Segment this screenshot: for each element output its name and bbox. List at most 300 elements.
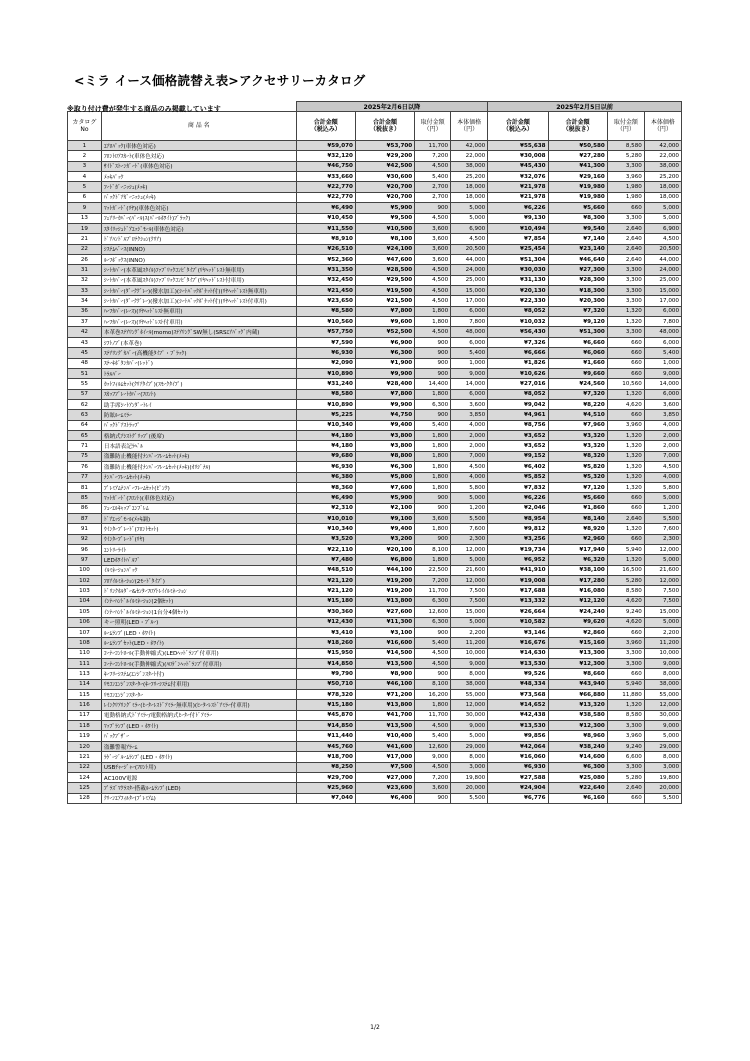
col-header-total-incl-old: 合計金額 （税込み） xyxy=(488,112,548,141)
catalog-no-cell: 108 xyxy=(68,638,102,648)
new-install-price-cell: 9,000 xyxy=(415,752,451,762)
old-total-excl-cell: ¥6,060 xyxy=(548,348,607,358)
table-row xyxy=(68,223,682,233)
new-total-excl-cell: ¥3,100 xyxy=(355,627,414,637)
table-row xyxy=(68,534,682,544)
product-name-cell: ｳｲﾝﾀｰﾌﾞﾚｰﾄﾞ(ﾌﾛﾝﾄｾｯﾄ) xyxy=(101,524,296,534)
product-name-cell: ｶｯﾄﾌｨﾙﾑｾｯﾄ(ｸﾘｱﾀｲﾌﾟ)(ｽﾓｰｸﾀｲﾌﾟ) xyxy=(101,379,296,389)
old-total-excl-cell: ¥8,320 xyxy=(548,451,607,461)
new-install-price-cell: 8,100 xyxy=(415,545,451,555)
old-install-price-cell: 3,300 xyxy=(607,327,644,337)
old-body-price-cell: 5,000 xyxy=(644,555,681,565)
new-total-excl-cell: ¥13,500 xyxy=(355,721,414,731)
product-name-cell: ｲﾝﾅｰﾊﾝﾄﾞﾙｲﾙﾐﾈｰｼｮﾝ(1台分4個ｾｯﾄ) xyxy=(101,607,296,617)
new-total-excl-cell: ¥9,100 xyxy=(355,513,414,523)
old-total-incl-cell: ¥10,626 xyxy=(488,368,548,378)
catalog-no-cell: 85 xyxy=(68,493,102,503)
table-row xyxy=(68,607,682,617)
product-name-cell: 本革巻ｽﾃｱﾘﾝｸﾞﾎｲｰﾙ(momo)ｽﾃｱﾘﾝｸﾞSW無し(SRSｴｱﾊﾞｯｸﾞ内蔵) xyxy=(101,327,296,337)
table-row xyxy=(68,710,682,720)
old-install-price-cell: 3,300 xyxy=(607,286,644,296)
old-body-price-cell: 2,000 xyxy=(644,431,681,441)
old-total-excl-cell: ¥6,320 xyxy=(548,555,607,565)
catalog-no-cell: 87 xyxy=(68,513,102,523)
old-body-price-cell: 24,000 xyxy=(644,265,681,275)
new-total-excl-cell: ¥47,600 xyxy=(355,254,414,264)
product-name-cell: ﾄﾗﾙﾊﾞｰ xyxy=(101,368,296,378)
old-install-price-cell: 660 xyxy=(607,669,644,679)
new-install-price-cell: 900 xyxy=(415,493,451,503)
new-body-price-cell: 9,000 xyxy=(451,658,488,668)
new-total-excl-cell: ¥24,100 xyxy=(355,244,414,254)
old-body-price-cell: 5,000 xyxy=(644,731,681,741)
new-body-price-cell: 24,000 xyxy=(451,265,488,275)
new-install-price-cell: 5,400 xyxy=(415,420,451,430)
new-total-incl-cell: ¥6,490 xyxy=(296,203,355,213)
product-name-cell: ｽｶｯﾌﾌﾟﾚｰﾄｶﾊﾞｰ(ﾌﾛﾝﾄ) xyxy=(101,389,296,399)
col-header-body-price-old: 本体価格 （円） xyxy=(644,112,681,141)
col-header-install-old: 取付金額 （円） xyxy=(607,112,644,141)
table-row xyxy=(68,379,682,389)
new-total-incl-cell: ¥6,490 xyxy=(296,493,355,503)
new-install-price-cell: 11,700 xyxy=(415,141,451,151)
catalog-no-cell: 45 xyxy=(68,348,102,358)
catalog-no-cell: 96 xyxy=(68,545,102,555)
new-total-excl-cell: ¥6,400 xyxy=(355,793,414,803)
old-body-price-cell: 1,000 xyxy=(644,358,681,368)
table-row xyxy=(68,576,682,586)
old-total-incl-cell: ¥13,530 xyxy=(488,721,548,731)
old-install-price-cell: 10,560 xyxy=(607,379,644,389)
catalog-no-cell: 64 xyxy=(68,420,102,430)
old-total-excl-cell: ¥66,880 xyxy=(548,690,607,700)
new-install-price-cell: 4,500 xyxy=(415,762,451,772)
old-total-incl-cell: ¥6,666 xyxy=(488,348,548,358)
new-total-incl-cell: ¥31,350 xyxy=(296,265,355,275)
old-total-excl-cell: ¥38,240 xyxy=(548,741,607,751)
old-install-price-cell: 4,620 xyxy=(607,617,644,627)
catalog-no-cell: 36 xyxy=(68,306,102,316)
catalog-no-cell: 9 xyxy=(68,203,102,213)
catalog-no-cell: 33 xyxy=(68,286,102,296)
table-row xyxy=(68,337,682,347)
old-total-incl-cell: ¥2,046 xyxy=(488,503,548,513)
old-total-incl-cell: ¥55,638 xyxy=(488,141,548,151)
catalog-no-cell: 100 xyxy=(68,565,102,575)
product-name-cell: ﾊﾞｯｸﾌﾞｻﾞｰ xyxy=(101,731,296,741)
old-install-price-cell: 5,280 xyxy=(607,772,644,782)
new-total-excl-cell: ¥6,300 xyxy=(355,348,414,358)
catalog-no-cell: 120 xyxy=(68,741,102,751)
new-install-price-cell: 4,500 xyxy=(415,275,451,285)
new-body-price-cell: 4,000 xyxy=(451,472,488,482)
old-body-price-cell: 11,200 xyxy=(644,638,681,648)
old-install-price-cell: 660 xyxy=(607,348,644,358)
product-name-cell: ﾊﾞｯｸﾄﾞｱｶﾞｰﾆｯｼｭ(ﾒｯｷ) xyxy=(101,192,296,202)
old-install-price-cell: 5,280 xyxy=(607,576,644,586)
product-name-cell: 盗難防止機能付ﾅﾝﾊﾞｰﾌﾚｰﾑｾｯﾄ(ﾒｯｷ) xyxy=(101,451,296,461)
col-header-total-incl: 合計金額 （税込み） xyxy=(296,112,355,141)
col-header-body-price: 本体価格 （円） xyxy=(451,112,488,141)
old-body-price-cell: 5,500 xyxy=(644,793,681,803)
catalog-no-cell: 32 xyxy=(68,275,102,285)
product-name-cell: 盗難警報ｱﾗｰﾑ xyxy=(101,741,296,751)
new-total-incl-cell: ¥45,760 xyxy=(296,741,355,751)
accessory-price-table xyxy=(67,101,682,804)
old-total-incl-cell: ¥6,226 xyxy=(488,203,548,213)
new-total-excl-cell: ¥53,700 xyxy=(355,141,414,151)
product-name-cell: ﾄﾞﾘﾝｸﾎﾙﾀﾞｰ&ｾﾝﾀｰﾌﾛｱﾄﾚｲｲﾙﾐﾈｰｼｮﾝ xyxy=(101,586,296,596)
new-install-price-cell: 4,500 xyxy=(415,721,451,731)
new-body-price-cell: 1,200 xyxy=(451,503,488,513)
table-row xyxy=(68,482,682,492)
product-name-cell: ｸﾘｰﾝｴｱﾌｨﾙﾀｰ(ﾌﾟﾚﾐｱﾑ) xyxy=(101,793,296,803)
new-total-excl-cell: ¥3,800 xyxy=(355,441,414,451)
old-install-price-cell: 660 xyxy=(607,503,644,513)
old-body-price-cell: 20,500 xyxy=(644,244,681,254)
old-total-excl-cell: ¥25,080 xyxy=(548,772,607,782)
old-body-price-cell: 17,000 xyxy=(644,296,681,306)
new-total-incl-cell: ¥14,850 xyxy=(296,721,355,731)
new-total-excl-cell: ¥8,100 xyxy=(355,234,414,244)
old-install-price-cell: 5,940 xyxy=(607,545,644,555)
new-total-incl-cell: ¥8,360 xyxy=(296,482,355,492)
product-name-cell: ｼｰﾄｶﾊﾞｰ(ﾀﾞｰｸｸﾞﾚｰ)(撥水加工)(ｼｰﾄﾊﾞｯｸﾎﾟｹｯﾄ付)(ﾘﾔﾍｯﾄﾞﾚｽﾄ付車用) xyxy=(101,296,296,306)
catalog-no-cell: 31 xyxy=(68,265,102,275)
table-row xyxy=(68,192,682,202)
new-total-excl-cell: ¥21,500 xyxy=(355,296,414,306)
old-body-price-cell: 10,000 xyxy=(644,648,681,658)
catalog-no-cell: 37 xyxy=(68,317,102,327)
catalog-no-cell: 21 xyxy=(68,234,102,244)
catalog-no-cell: 128 xyxy=(68,793,102,803)
new-total-incl-cell: ¥11,440 xyxy=(296,731,355,741)
new-total-incl-cell: ¥78,320 xyxy=(296,690,355,700)
old-total-excl-cell: ¥5,660 xyxy=(548,203,607,213)
new-total-incl-cell: ¥48,510 xyxy=(296,565,355,575)
catalog-no-cell: 76 xyxy=(68,462,102,472)
new-install-price-cell: 4,500 xyxy=(415,161,451,171)
new-total-excl-cell: ¥19,200 xyxy=(355,586,414,596)
old-total-excl-cell: ¥19,980 xyxy=(548,182,607,192)
old-total-incl-cell: ¥73,568 xyxy=(488,690,548,700)
new-total-excl-cell: ¥7,800 xyxy=(355,306,414,316)
catalog-no-cell: 115 xyxy=(68,690,102,700)
new-body-price-cell: 42,000 xyxy=(451,141,488,151)
new-body-price-cell: 3,600 xyxy=(451,399,488,409)
old-total-excl-cell: ¥8,300 xyxy=(548,213,607,223)
new-total-incl-cell: ¥52,360 xyxy=(296,254,355,264)
old-total-incl-cell: ¥42,438 xyxy=(488,710,548,720)
new-total-excl-cell: ¥10,400 xyxy=(355,731,414,741)
old-total-excl-cell: ¥22,640 xyxy=(548,783,607,793)
old-body-price-cell: 2,200 xyxy=(644,627,681,637)
old-total-incl-cell: ¥5,852 xyxy=(488,472,548,482)
old-body-price-cell: 9,000 xyxy=(644,658,681,668)
catalog-no-cell: 65 xyxy=(68,431,102,441)
old-total-incl-cell: ¥9,042 xyxy=(488,399,548,409)
table-row xyxy=(68,669,682,679)
new-total-incl-cell: ¥9,790 xyxy=(296,669,355,679)
old-body-price-cell: 2,000 xyxy=(644,441,681,451)
product-name-cell: ﾌｭｰｴﾙｷｬｯﾌﾟｴﾝﾌﾞﾚﾑ xyxy=(101,503,296,513)
new-install-price-cell: 900 xyxy=(415,368,451,378)
table-row xyxy=(68,472,682,482)
old-total-excl-cell: ¥7,320 xyxy=(548,389,607,399)
new-body-price-cell: 5,000 xyxy=(451,555,488,565)
old-total-excl-cell: ¥20,300 xyxy=(548,296,607,306)
product-name-cell: ﾗｹﾞｰｼﾞﾙｰﾑﾗﾝﾌﾟ(LED・ﾎﾜｲﾄ) xyxy=(101,752,296,762)
new-body-price-cell: 3,850 xyxy=(451,410,488,420)
new-total-incl-cell: ¥4,180 xyxy=(296,431,355,441)
old-install-price-cell: 660 xyxy=(607,337,644,347)
new-body-price-cell: 2,300 xyxy=(451,534,488,544)
old-total-excl-cell: ¥8,660 xyxy=(548,669,607,679)
catalog-no-cell: 51 xyxy=(68,368,102,378)
new-total-excl-cell: ¥52,500 xyxy=(355,327,414,337)
old-install-price-cell: 1,320 xyxy=(607,317,644,327)
new-total-incl-cell: ¥25,960 xyxy=(296,783,355,793)
product-name-cell: USBﾁｬｰｼﾞｬｰ(ﾌﾛﾝﾄ用) xyxy=(101,762,296,772)
old-install-price-cell: 4,620 xyxy=(607,596,644,606)
catalog-no-cell: 103 xyxy=(68,586,102,596)
old-install-price-cell: 5,280 xyxy=(607,151,644,161)
new-total-excl-cell: ¥6,900 xyxy=(355,337,414,347)
old-total-incl-cell: ¥9,812 xyxy=(488,524,548,534)
old-install-price-cell: 660 xyxy=(607,534,644,544)
new-body-price-cell: 5,500 xyxy=(451,793,488,803)
new-body-price-cell: 11,200 xyxy=(451,638,488,648)
catalog-no-cell: 113 xyxy=(68,669,102,679)
old-total-excl-cell: ¥27,280 xyxy=(548,151,607,161)
new-body-price-cell: 4,500 xyxy=(451,462,488,472)
col-header-total-excl: 合計金額 （税抜き） xyxy=(355,112,414,141)
catalog-no-cell: 86 xyxy=(68,503,102,513)
old-total-incl-cell: ¥8,052 xyxy=(488,306,548,316)
product-name-cell: ｺｰﾅｰｺﾝﾄﾛｰﾙ(手動伸縮式)(ﾊﾛｹﾞﾝﾍｯﾄﾞﾗﾝﾌﾟ付車用) xyxy=(101,658,296,668)
catalog-no-cell: 92 xyxy=(68,534,102,544)
catalog-no-cell: 119 xyxy=(68,731,102,741)
new-total-excl-cell: ¥27,600 xyxy=(355,607,414,617)
table-row xyxy=(68,244,682,254)
old-body-price-cell: 9,000 xyxy=(644,721,681,731)
old-body-price-cell: 3,000 xyxy=(644,762,681,772)
new-body-price-cell: 44,000 xyxy=(451,254,488,264)
new-total-excl-cell: ¥7,600 xyxy=(355,482,414,492)
new-body-price-cell: 5,000 xyxy=(451,213,488,223)
old-body-price-cell: 44,000 xyxy=(644,254,681,264)
product-name-cell: ｴｱﾛﾊﾟｯｸ(車体色対応) xyxy=(101,141,296,151)
new-body-price-cell: 2,000 xyxy=(451,431,488,441)
new-total-incl-cell: ¥46,750 xyxy=(296,161,355,171)
new-install-price-cell: 14,400 xyxy=(415,379,451,389)
table-row xyxy=(68,296,682,306)
old-install-price-cell: 3,300 xyxy=(607,762,644,772)
table-row xyxy=(68,679,682,689)
new-total-incl-cell: ¥8,580 xyxy=(296,389,355,399)
product-name-cell: ﾊｰﾌｶﾊﾞｰ(ﾚｰｽ)(ﾘﾔﾍｯﾄﾞﾚｽﾄ付車用) xyxy=(101,317,296,327)
product-name-cell: 格納式ｱｼｽﾄｸﾞﾘｯﾌﾟ(後席) xyxy=(101,431,296,441)
old-total-excl-cell: ¥19,980 xyxy=(548,192,607,202)
table-row xyxy=(68,451,682,461)
catalog-no-cell: 4 xyxy=(68,172,102,182)
new-total-incl-cell: ¥11,550 xyxy=(296,223,355,233)
new-total-excl-cell: ¥28,500 xyxy=(355,265,414,275)
new-total-excl-cell: ¥16,600 xyxy=(355,638,414,648)
product-name-cell: 助手席ｼｰﾄｱﾝﾀﾞｰﾄﾚｲ xyxy=(101,399,296,409)
old-total-incl-cell: ¥10,582 xyxy=(488,617,548,627)
old-body-price-cell: 20,000 xyxy=(644,783,681,793)
new-install-price-cell: 5,400 xyxy=(415,638,451,648)
col-header-product-name: 商 品 名 xyxy=(101,112,296,141)
new-total-excl-cell: ¥41,600 xyxy=(355,741,414,751)
new-install-price-cell: 11,700 xyxy=(415,710,451,720)
old-body-price-cell: 7,000 xyxy=(644,451,681,461)
new-install-price-cell: 900 xyxy=(415,669,451,679)
new-install-price-cell: 12,600 xyxy=(415,741,451,751)
new-body-price-cell: 6,000 xyxy=(451,306,488,316)
old-install-price-cell: 1,320 xyxy=(607,700,644,710)
new-install-price-cell: 900 xyxy=(415,348,451,358)
old-total-incl-cell: ¥17,688 xyxy=(488,586,548,596)
new-install-price-cell: 3,600 xyxy=(415,783,451,793)
new-total-excl-cell: ¥20,700 xyxy=(355,182,414,192)
catalog-no-cell: 43 xyxy=(68,337,102,347)
table-row xyxy=(68,213,682,223)
old-body-price-cell: 5,000 xyxy=(644,203,681,213)
new-total-incl-cell: ¥30,360 xyxy=(296,607,355,617)
old-total-excl-cell: ¥6,160 xyxy=(548,793,607,803)
old-total-excl-cell: ¥2,860 xyxy=(548,627,607,637)
old-total-incl-cell: ¥16,676 xyxy=(488,638,548,648)
old-body-price-cell: 7,500 xyxy=(644,586,681,596)
old-total-excl-cell: ¥18,300 xyxy=(548,286,607,296)
old-total-excl-cell: ¥9,120 xyxy=(548,317,607,327)
new-total-excl-cell: ¥6,800 xyxy=(355,555,414,565)
new-body-price-cell: 8,000 xyxy=(451,752,488,762)
old-total-incl-cell: ¥13,530 xyxy=(488,658,548,668)
table-row xyxy=(68,627,682,637)
new-body-price-cell: 5,800 xyxy=(451,482,488,492)
product-name-cell: ﾌﾟﾗｽﾞﾏｸﾗｽﾀｰ搭載ﾙｰﾑﾗﾝﾌﾟ(LED) xyxy=(101,783,296,793)
catalog-no-cell: 110 xyxy=(68,648,102,658)
old-install-price-cell: 3,300 xyxy=(607,648,644,658)
old-install-price-cell: 660 xyxy=(607,627,644,637)
old-body-price-cell: 4,500 xyxy=(644,234,681,244)
new-body-price-cell: 5,000 xyxy=(451,203,488,213)
new-body-price-cell: 38,000 xyxy=(451,161,488,171)
table-row xyxy=(68,783,682,793)
old-total-incl-cell: ¥9,526 xyxy=(488,669,548,679)
table-row xyxy=(68,410,682,420)
product-name-cell: ﾏｯﾄｶﾞｰﾄﾞ(ﾘﾔ)(車体色対応) xyxy=(101,203,296,213)
old-body-price-cell: 7,500 xyxy=(644,596,681,606)
period-old-header: 2025年2月5日以前 xyxy=(488,102,682,112)
new-total-excl-cell: ¥5,900 xyxy=(355,203,414,213)
note-text: ※取り付け費が発生する商品のみ掲載しています xyxy=(67,105,221,113)
old-install-price-cell: 2,640 xyxy=(607,513,644,523)
table-row xyxy=(68,368,682,378)
new-total-excl-cell: ¥9,900 xyxy=(355,368,414,378)
product-name-cell: ｽﾀｲﾘｯｼｭﾄﾞｱｴｯｼﾞﾓｰﾙ(車体色対応) xyxy=(101,223,296,233)
old-total-incl-cell: ¥3,652 xyxy=(488,431,548,441)
old-total-incl-cell: ¥32,076 xyxy=(488,172,548,182)
new-install-price-cell: 900 xyxy=(415,793,451,803)
new-install-price-cell: 3,600 xyxy=(415,223,451,233)
old-total-excl-cell: ¥8,920 xyxy=(548,524,607,534)
new-total-excl-cell: ¥11,300 xyxy=(355,617,414,627)
new-body-price-cell: 29,000 xyxy=(451,741,488,751)
table-row xyxy=(68,658,682,668)
new-total-incl-cell: ¥8,250 xyxy=(296,762,355,772)
old-total-incl-cell: ¥45,430 xyxy=(488,161,548,171)
new-install-price-cell: 22,500 xyxy=(415,565,451,575)
new-total-incl-cell: ¥10,010 xyxy=(296,513,355,523)
table-row xyxy=(68,555,682,565)
old-total-incl-cell: ¥3,146 xyxy=(488,627,548,637)
old-total-excl-cell: ¥5,660 xyxy=(548,493,607,503)
old-install-price-cell: 660 xyxy=(607,793,644,803)
old-total-incl-cell: ¥3,652 xyxy=(488,441,548,451)
old-install-price-cell: 1,980 xyxy=(607,182,644,192)
new-install-price-cell: 900 xyxy=(415,627,451,637)
product-name-cell: ﾙｰﾑﾗﾝﾌﾟ(LED・ﾎﾜｲﾄ) xyxy=(101,627,296,637)
col-header-total-excl-old: 合計金額 （税抜き） xyxy=(548,112,607,141)
old-body-price-cell: 12,000 xyxy=(644,545,681,555)
new-install-price-cell: 4,500 xyxy=(415,648,451,658)
table-row xyxy=(68,286,682,296)
old-total-incl-cell: ¥14,630 xyxy=(488,648,548,658)
old-install-price-cell: 3,960 xyxy=(607,638,644,648)
new-total-excl-cell: ¥4,750 xyxy=(355,410,414,420)
old-install-price-cell: 1,320 xyxy=(607,482,644,492)
old-body-price-cell: 4,000 xyxy=(644,420,681,430)
new-body-price-cell: 25,000 xyxy=(451,275,488,285)
table-row xyxy=(68,275,682,285)
old-total-excl-cell: ¥1,660 xyxy=(548,358,607,368)
catalog-no-cell: 81 xyxy=(68,482,102,492)
new-install-price-cell: 3,600 xyxy=(415,244,451,254)
new-total-excl-cell: ¥8,800 xyxy=(355,451,414,461)
new-total-excl-cell: ¥27,000 xyxy=(355,772,414,782)
old-total-incl-cell: ¥8,954 xyxy=(488,513,548,523)
new-body-price-cell: 2,000 xyxy=(451,441,488,451)
product-name-cell: ｼｽﾃﾑﾍﾞｰｽ(INNO) xyxy=(101,244,296,254)
old-install-price-cell: 660 xyxy=(607,358,644,368)
product-name-cell: 防眩ﾙｰﾑﾐﾗｰ xyxy=(101,410,296,420)
col-header-catalog-no: カタログ No xyxy=(68,112,102,141)
table-row xyxy=(68,265,682,275)
old-total-excl-cell: ¥29,160 xyxy=(548,172,607,182)
new-total-excl-cell: ¥13,800 xyxy=(355,596,414,606)
old-body-price-cell: 14,000 xyxy=(644,379,681,389)
catalog-no-cell: 48 xyxy=(68,358,102,368)
old-total-incl-cell: ¥21,978 xyxy=(488,192,548,202)
old-total-incl-cell: ¥25,454 xyxy=(488,244,548,254)
catalog-no-cell: 55 xyxy=(68,379,102,389)
old-total-excl-cell: ¥8,960 xyxy=(548,731,607,741)
new-body-price-cell: 4,500 xyxy=(451,234,488,244)
new-install-price-cell: 3,600 xyxy=(415,234,451,244)
new-total-excl-cell: ¥8,900 xyxy=(355,669,414,679)
old-total-incl-cell: ¥20,130 xyxy=(488,286,548,296)
old-total-excl-cell: ¥3,320 xyxy=(548,431,607,441)
old-total-incl-cell: ¥51,304 xyxy=(488,254,548,264)
new-total-incl-cell: ¥5,225 xyxy=(296,410,355,420)
new-total-incl-cell: ¥3,520 xyxy=(296,534,355,544)
product-name-cell: ｼｰﾄｶﾊﾞｰ(本革風ｽﾀｲﾙ)ﾌｧﾌﾞﾘｯｸｺﾝﾋﾞﾀｲﾌﾟ(ﾘﾔﾍｯﾄﾞﾚｽﾄ付車用) xyxy=(101,275,296,285)
old-install-price-cell: 3,960 xyxy=(607,420,644,430)
